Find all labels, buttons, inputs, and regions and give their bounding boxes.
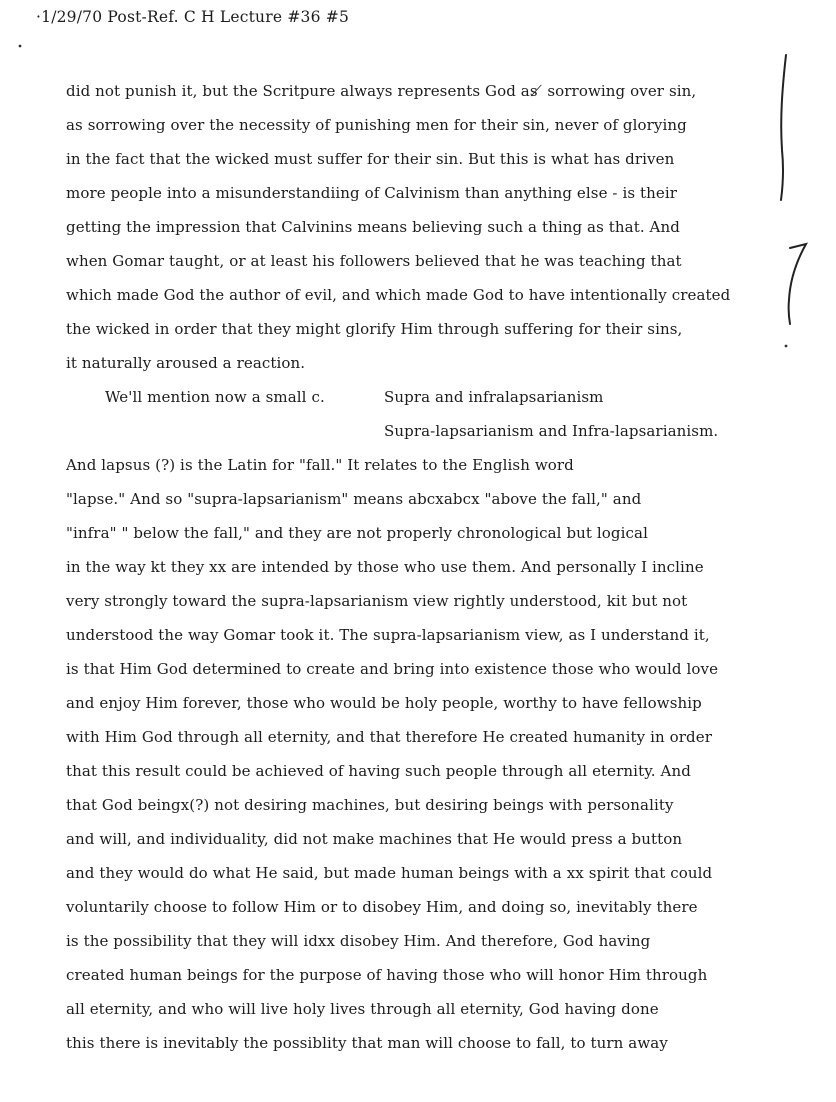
body-line-5: getting the impression that Calvinins means believing such a thing as that. And <box>66 218 680 236</box>
body-line-14: very strongly toward the supra-lapsarianism view rightly understood, kit but not <box>66 592 688 610</box>
body-line-12: "infra" " below the fall," and they are not properly chronological but logical <box>66 524 648 542</box>
section-title: Supra and infralapsarianism <box>384 388 604 406</box>
body-line-19: that this result could be achieved of having such people through all eternity. And <box>66 762 691 780</box>
page-header: ·1/29/70 Post-Ref. C H Lecture #36 #5 <box>36 8 350 26</box>
body-line-17: and enjoy Him forever, those who would be holy people, worthy to have fellowship <box>66 694 702 712</box>
margin-dot-side <box>785 345 788 348</box>
margin-dot-top <box>19 45 22 48</box>
body-line-10: And lapsus (?) is the Latin for "fall." It relates to the English word <box>66 456 574 474</box>
body-line-1: did not punish it, but the Scritpure always represents God as ̸ sorrowing over sin, <box>66 82 697 100</box>
body-line-9: it naturally aroused a reaction. <box>66 354 306 372</box>
margin-mark-7 <box>789 244 806 324</box>
body-line-8: the wicked in order that they might glorify Him through suffering for their sins, <box>66 320 683 338</box>
body-line-23: voluntarily choose to follow Him or to disobey Him, and doing so, inevitably there <box>66 898 698 916</box>
body-line-16: is that Him God determined to create and bring into existence those who would love <box>66 660 719 678</box>
section-lead: We'll mention now a small c. <box>105 388 325 406</box>
body-line-24: is the possibility that they will idxx disobey Him. And therefore, God having <box>66 932 651 950</box>
body-line-21: and will, and individuality, did not make machines that He would press a button <box>66 830 683 848</box>
body-line-18: with Him God through all eternity, and that therefore He created humanity in order <box>66 728 712 746</box>
body-line-20: that God beingx(?) not desiring machines, but desiring beings with personality <box>66 796 674 814</box>
body-line-15: understood the way Gomar took it. The supra-lapsarianism view, as I understand it, <box>66 626 710 644</box>
body-line-22: and they would do what He said, but made human beings with a xx spirit that could <box>66 864 713 882</box>
body-line-6: when Gomar taught, or at least his followers believed that he was teaching that <box>66 252 682 270</box>
body-line-13: in the way kt they xx are intended by those who use them. And personally I incline <box>66 558 704 576</box>
body-line-26: all eternity, and who will live holy lives through all eternity, God having done <box>66 1000 659 1018</box>
body-line-11: "lapse." And so "supra-lapsarianism" means abcxabcx "above the fall," and <box>66 490 642 508</box>
margin-bracket-1 <box>781 55 786 200</box>
body-line-25: created human beings for the purpose of having those who will honor Him through <box>66 966 708 984</box>
body-line-27: this there is inevitably the possiblity that man will choose to fall, to turn away <box>66 1034 668 1052</box>
body-line-4: more people into a misunderstandiing of Calvinism than anything else - is their <box>66 184 678 202</box>
body-line-2: as sorrowing over the necessity of punishing men for their sin, never of glorying <box>66 116 687 134</box>
body-line-3: in the fact that the wicked must suffer for their sin. But this is what has driven <box>66 150 675 168</box>
body-line-7: which made God the author of evil, and which made God to have intentionally created <box>66 286 731 304</box>
section-subtitle: Supra-lapsarianism and Infra-lapsarianism. <box>384 422 719 440</box>
